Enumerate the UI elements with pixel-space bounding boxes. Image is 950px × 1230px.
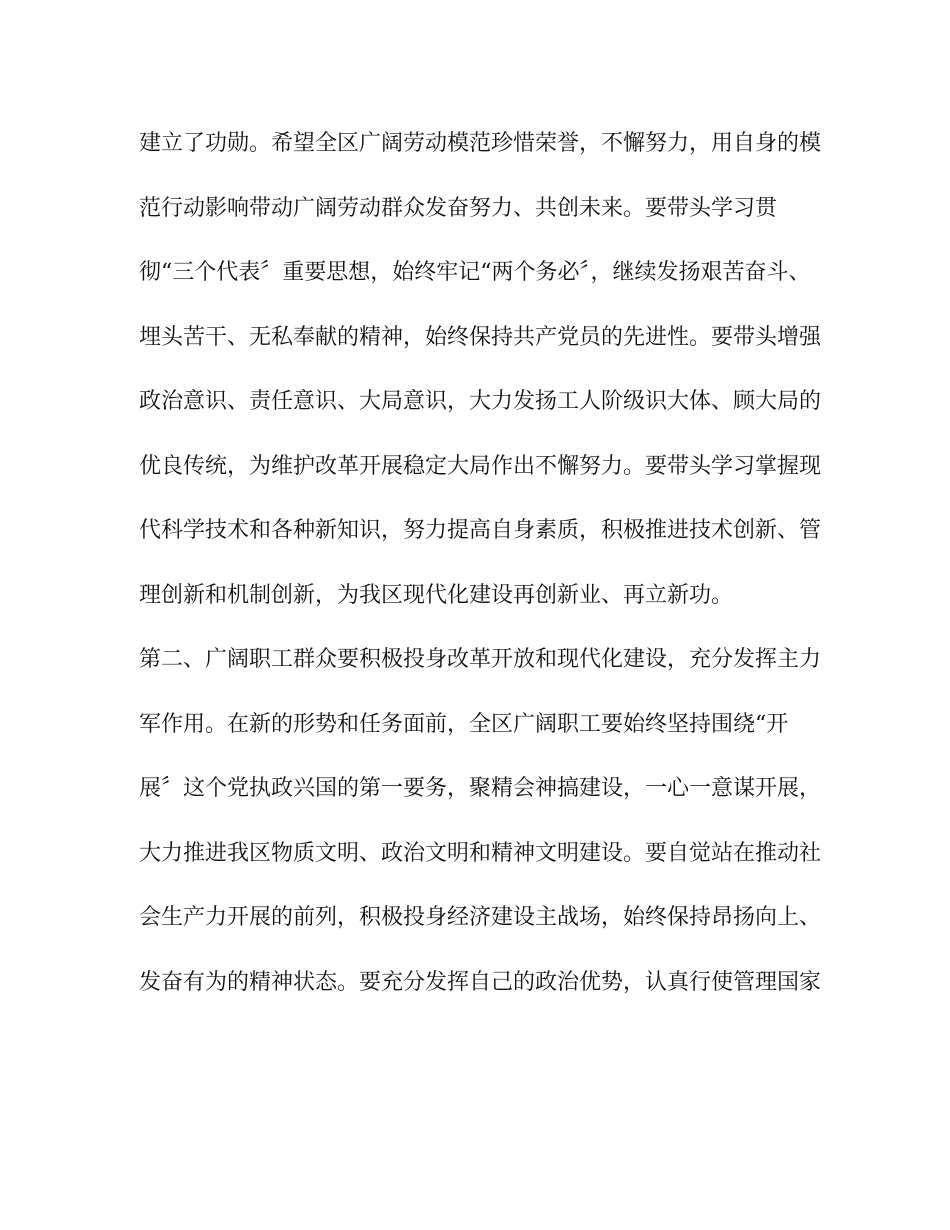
text-line: 建立了功勋。希望全区广阔劳动模范珍惜荣誉，不懈努力，用自身的模 [139, 131, 822, 156]
body-text [139, 120, 822, 1023]
text-line: 埋头苦干、无私奉献的精神，始终保持共产党员的先进性。要带头增强 [139, 324, 822, 350]
text-line: 发奋有为的精神状态。要充分发挥自己的政治优势，认真行使管理国家 [139, 969, 822, 995]
text-line: 军作用。在新的形势和任务面前，全区广阔职工要始终坚持围绕“开 [139, 711, 789, 737]
text-line: 优良传统，为维护改革开展稳定大局作出不懈努力。要带头学习掌握现 [139, 453, 822, 479]
text-line: 政治意识、责任意识、大局意识，大力发扬工人阶级识大体、顾大局的 [139, 389, 822, 414]
text-line: 会生产力开展的前列，积极投身经济建设主战场，始终保持昂扬向上、 [139, 905, 822, 930]
text-line: 彻“三个代表〞重要思想，始终牢记“两个务必〞，继续发扬艰苦奋斗、 [139, 260, 811, 285]
text-line: 大力推进我区物质文明、政治文明和精神文明建设。要自觉站在推动社 [139, 840, 822, 866]
text-line: 展〞这个党执政兴国的第一要务，聚精会神搞建设，一心一意谋开展， [139, 776, 822, 801]
text-line: 理创新和机制创新，为我区现代化建设再创新业、再立新功。 [139, 582, 734, 608]
text-line: 第二、广阔职工群众要积极投身改革开放和现代化建设，充分发挥主力 [139, 647, 822, 672]
text-line: 代科学技术和各种新知识，努力提高自身素质，积极推进技术创新、管 [139, 518, 822, 543]
text-line: 范行动影响带动广阔劳动群众发奋努力、共创未来。要带头学习贯 [139, 195, 778, 221]
